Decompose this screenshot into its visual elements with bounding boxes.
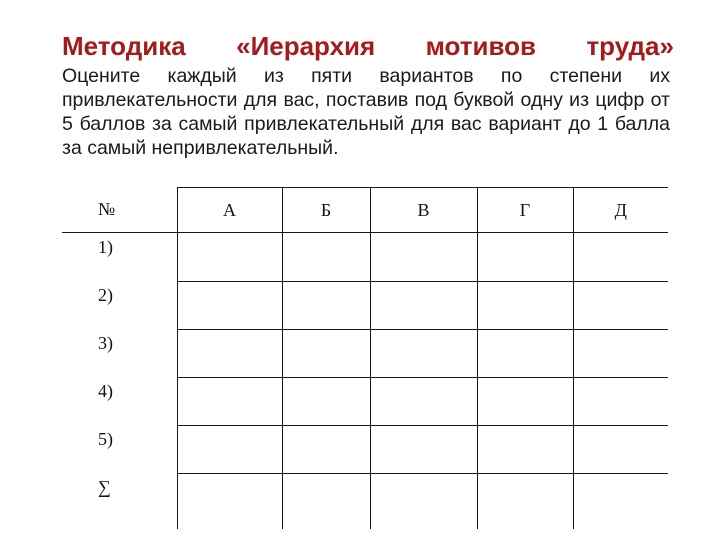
sum-cell[interactable]	[370, 473, 477, 529]
sum-cell[interactable]	[177, 473, 282, 529]
rating-cell[interactable]	[573, 425, 668, 473]
table-row	[62, 377, 668, 425]
rating-cell[interactable]	[573, 377, 668, 425]
sum-cell[interactable]	[573, 473, 668, 529]
rating-cell[interactable]	[177, 377, 282, 425]
rating-cell[interactable]	[477, 425, 573, 473]
rating-cell[interactable]	[477, 377, 573, 425]
slide-title	[62, 26, 674, 66]
table-row	[62, 329, 668, 377]
rating-cell[interactable]	[370, 233, 477, 282]
table-header-row	[62, 188, 668, 233]
rating-cell[interactable]	[477, 233, 573, 282]
rating-cell[interactable]	[282, 233, 370, 282]
title-word-3: мотивов	[425, 30, 537, 61]
rating-cell[interactable]	[370, 329, 477, 377]
title-word-2: «Иерархия	[236, 30, 376, 61]
rating-cell[interactable]	[573, 329, 668, 377]
rating-cell[interactable]	[282, 425, 370, 473]
rating-cell[interactable]	[573, 281, 668, 329]
rating-cell[interactable]	[282, 281, 370, 329]
sum-row-label: ∑	[62, 473, 177, 529]
column-header-g: Г	[477, 188, 573, 233]
rating-cell[interactable]	[477, 281, 573, 329]
column-header-a: А	[177, 188, 282, 233]
rating-cell[interactable]	[573, 233, 668, 282]
table-row-sum	[62, 473, 668, 529]
rating-cell[interactable]	[177, 233, 282, 282]
instructions-text: Оцените каждый из пяти вариантов по степени их привлекательности для вас, поставив под буквой одну из цифр от 5 баллов за самый привлекательный для вас вариант до 1 балла за самый непривлекательный.	[62, 65, 670, 159]
rating-cell[interactable]	[477, 329, 573, 377]
sum-cell[interactable]	[282, 473, 370, 529]
table-row	[62, 233, 668, 282]
title-word-1: Методика	[62, 30, 186, 61]
row-label: 4)	[62, 377, 177, 425]
number-column-header: №	[62, 188, 177, 233]
rating-cell[interactable]	[282, 377, 370, 425]
column-header-d: Д	[573, 188, 668, 233]
column-header-b: Б	[282, 188, 370, 233]
rating-cell[interactable]	[370, 281, 477, 329]
rating-table	[62, 187, 668, 529]
table-row	[62, 281, 668, 329]
rating-cell[interactable]	[282, 329, 370, 377]
rating-cell[interactable]	[177, 425, 282, 473]
rating-cell[interactable]	[370, 425, 477, 473]
row-label: 2)	[62, 281, 177, 329]
table-row	[62, 425, 668, 473]
rating-cell[interactable]	[177, 329, 282, 377]
rating-cell[interactable]	[370, 377, 477, 425]
rating-cell[interactable]	[177, 281, 282, 329]
row-label: 5)	[62, 425, 177, 473]
row-label: 3)	[62, 329, 177, 377]
column-header-v: В	[370, 188, 477, 233]
title-word-4: труда»	[586, 30, 674, 61]
sum-cell[interactable]	[477, 473, 573, 529]
row-label: 1)	[62, 233, 177, 282]
